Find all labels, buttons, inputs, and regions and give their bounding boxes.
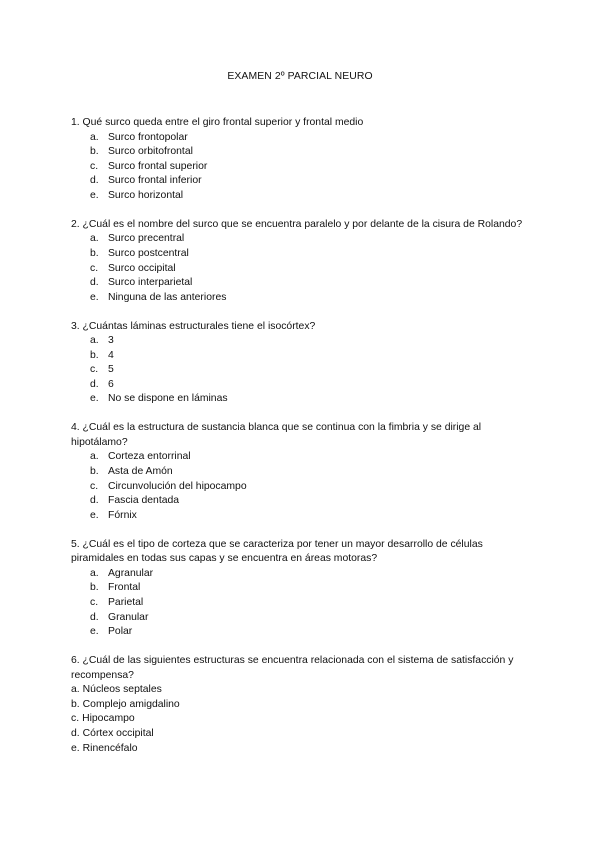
- question-2: [71, 218, 531, 306]
- option-text: Surco precentral: [108, 233, 185, 245]
- option-text: Córtex occipital: [82, 727, 154, 739]
- option-letter: d.: [90, 277, 99, 289]
- option-letter: a.: [90, 131, 99, 143]
- option-text: Fórnix: [108, 509, 137, 521]
- option-b: [71, 698, 531, 713]
- option-text: 6: [108, 378, 114, 390]
- option-text: Surco orbitofrontal: [108, 146, 193, 158]
- option-letter: e.: [71, 742, 80, 754]
- option-letter: a.: [90, 567, 99, 579]
- option-a: [71, 232, 531, 247]
- option-text: Polar: [108, 626, 133, 638]
- option-c: [71, 480, 531, 495]
- option-text: Granular: [108, 611, 149, 623]
- option-d: [71, 276, 531, 291]
- option-text: Surco frontal superior: [108, 160, 208, 172]
- question-6: [71, 654, 531, 756]
- question-1: [71, 116, 531, 204]
- option-text: Complejo amigdalino: [82, 698, 180, 710]
- option-d: [71, 494, 531, 509]
- option-letter: b.: [90, 349, 99, 361]
- option-letter: e.: [90, 393, 99, 405]
- exam-title: EXAMEN 2º PARCIAL NEURO: [227, 71, 373, 82]
- option-letter: b.: [90, 146, 99, 158]
- option-e: [71, 625, 531, 640]
- option-letter: d.: [90, 378, 99, 390]
- option-letter: d.: [90, 175, 99, 187]
- option-letter: e.: [90, 626, 99, 638]
- option-b: [71, 581, 531, 596]
- option-e: [71, 392, 531, 407]
- option-a: [71, 567, 531, 582]
- option-a: [71, 131, 531, 146]
- option-text: Circunvolución del hipocampo: [108, 480, 247, 492]
- option-letter: b.: [90, 247, 99, 259]
- option-a: [71, 683, 531, 698]
- option-text: Surco postcentral: [108, 247, 189, 259]
- option-letter: b.: [90, 466, 99, 478]
- option-text: Surco occipital: [108, 262, 176, 274]
- option-text: 5: [108, 364, 114, 376]
- option-letter: c.: [71, 713, 80, 725]
- option-letter: c.: [90, 262, 99, 274]
- option-text: Fascia dentada: [108, 495, 180, 507]
- option-c: [71, 363, 531, 378]
- option-text: Surco frontal inferior: [108, 175, 202, 187]
- option-letter: e.: [90, 509, 99, 521]
- option-d: [71, 174, 531, 189]
- question-text: 3. ¿Cuántas láminas estructurales tiene el isocórtex?: [71, 320, 316, 332]
- question-5: [71, 538, 531, 640]
- option-letter: c.: [90, 596, 99, 608]
- option-letter: d.: [90, 495, 99, 507]
- option-text: Rinencéfalo: [82, 742, 138, 754]
- question-text: 6. ¿Cuál de las siguientes estructuras se encuentra relacionada con el sistema de satisfacción y recompensa?: [71, 654, 514, 681]
- option-e: [71, 742, 531, 757]
- option-b: [71, 465, 531, 480]
- option-d: [71, 611, 531, 626]
- option-text: Parietal: [108, 596, 144, 608]
- option-list: [71, 131, 531, 204]
- option-text: Agranular: [108, 567, 154, 579]
- option-letter: c.: [90, 364, 99, 376]
- option-letter: d.: [90, 611, 99, 623]
- option-a: [71, 450, 531, 465]
- option-letter: c.: [90, 480, 99, 492]
- option-text: Surco frontopolar: [108, 131, 188, 143]
- question-4: [71, 421, 531, 523]
- option-d: [71, 727, 531, 742]
- question-text: 4. ¿Cuál es la estructura de sustancia blanca que se continua con la fimbria y se dirige al hipotálamo?: [71, 422, 482, 448]
- option-text: Núcleos septales: [82, 684, 162, 696]
- option-c: [71, 160, 531, 175]
- option-list: [71, 567, 531, 640]
- option-text: Frontal: [108, 582, 141, 594]
- option-text: Surco horizontal: [108, 189, 184, 201]
- question-text: 2. ¿Cuál es el nombre del surco que se encuentra paralelo y por delante de la cisura de Rolando?: [71, 218, 523, 230]
- option-text: 3: [108, 335, 114, 347]
- option-text: 4: [108, 349, 114, 361]
- option-letter: b.: [90, 582, 99, 594]
- option-a: [71, 334, 531, 349]
- option-b: [71, 247, 531, 262]
- question-text: 1. Qué surco queda entre el giro frontal superior y frontal medio: [71, 117, 364, 128]
- question-text: 5. ¿Cuál es el tipo de corteza que se caracteriza por tener un mayor desarrollo de células piramidales en todas sus capas y se encuentra en áreas motoras?: [71, 538, 483, 565]
- option-e: [71, 189, 531, 204]
- option-list: [71, 450, 531, 523]
- option-letter: e.: [90, 291, 99, 303]
- option-letter: a.: [90, 233, 99, 245]
- option-letter: d.: [71, 727, 80, 739]
- question-list: [71, 116, 531, 770]
- option-letter: a.: [71, 684, 80, 696]
- option-list: [71, 683, 531, 756]
- option-text: Hipocampo: [82, 713, 135, 725]
- option-c: [71, 596, 531, 611]
- option-b: [71, 145, 531, 160]
- option-letter: a.: [90, 451, 99, 463]
- option-letter: e.: [90, 189, 99, 201]
- option-c: [71, 712, 531, 727]
- option-c: [71, 262, 531, 277]
- option-letter: b.: [71, 698, 80, 710]
- option-letter: a.: [90, 335, 99, 347]
- option-list: [71, 232, 531, 305]
- option-e: [71, 291, 531, 306]
- option-d: [71, 378, 531, 393]
- question-3: [71, 320, 531, 408]
- option-e: [71, 509, 531, 524]
- option-text: Asta de Amón: [108, 466, 173, 478]
- option-text: Ninguna de las anteriores: [108, 291, 227, 303]
- option-text: Surco interparietal: [108, 277, 193, 289]
- option-letter: c.: [90, 160, 99, 172]
- option-b: [71, 349, 531, 364]
- option-text: No se dispone en láminas: [108, 393, 228, 405]
- option-list: [71, 334, 531, 407]
- option-text: Corteza entorrinal: [108, 451, 191, 463]
